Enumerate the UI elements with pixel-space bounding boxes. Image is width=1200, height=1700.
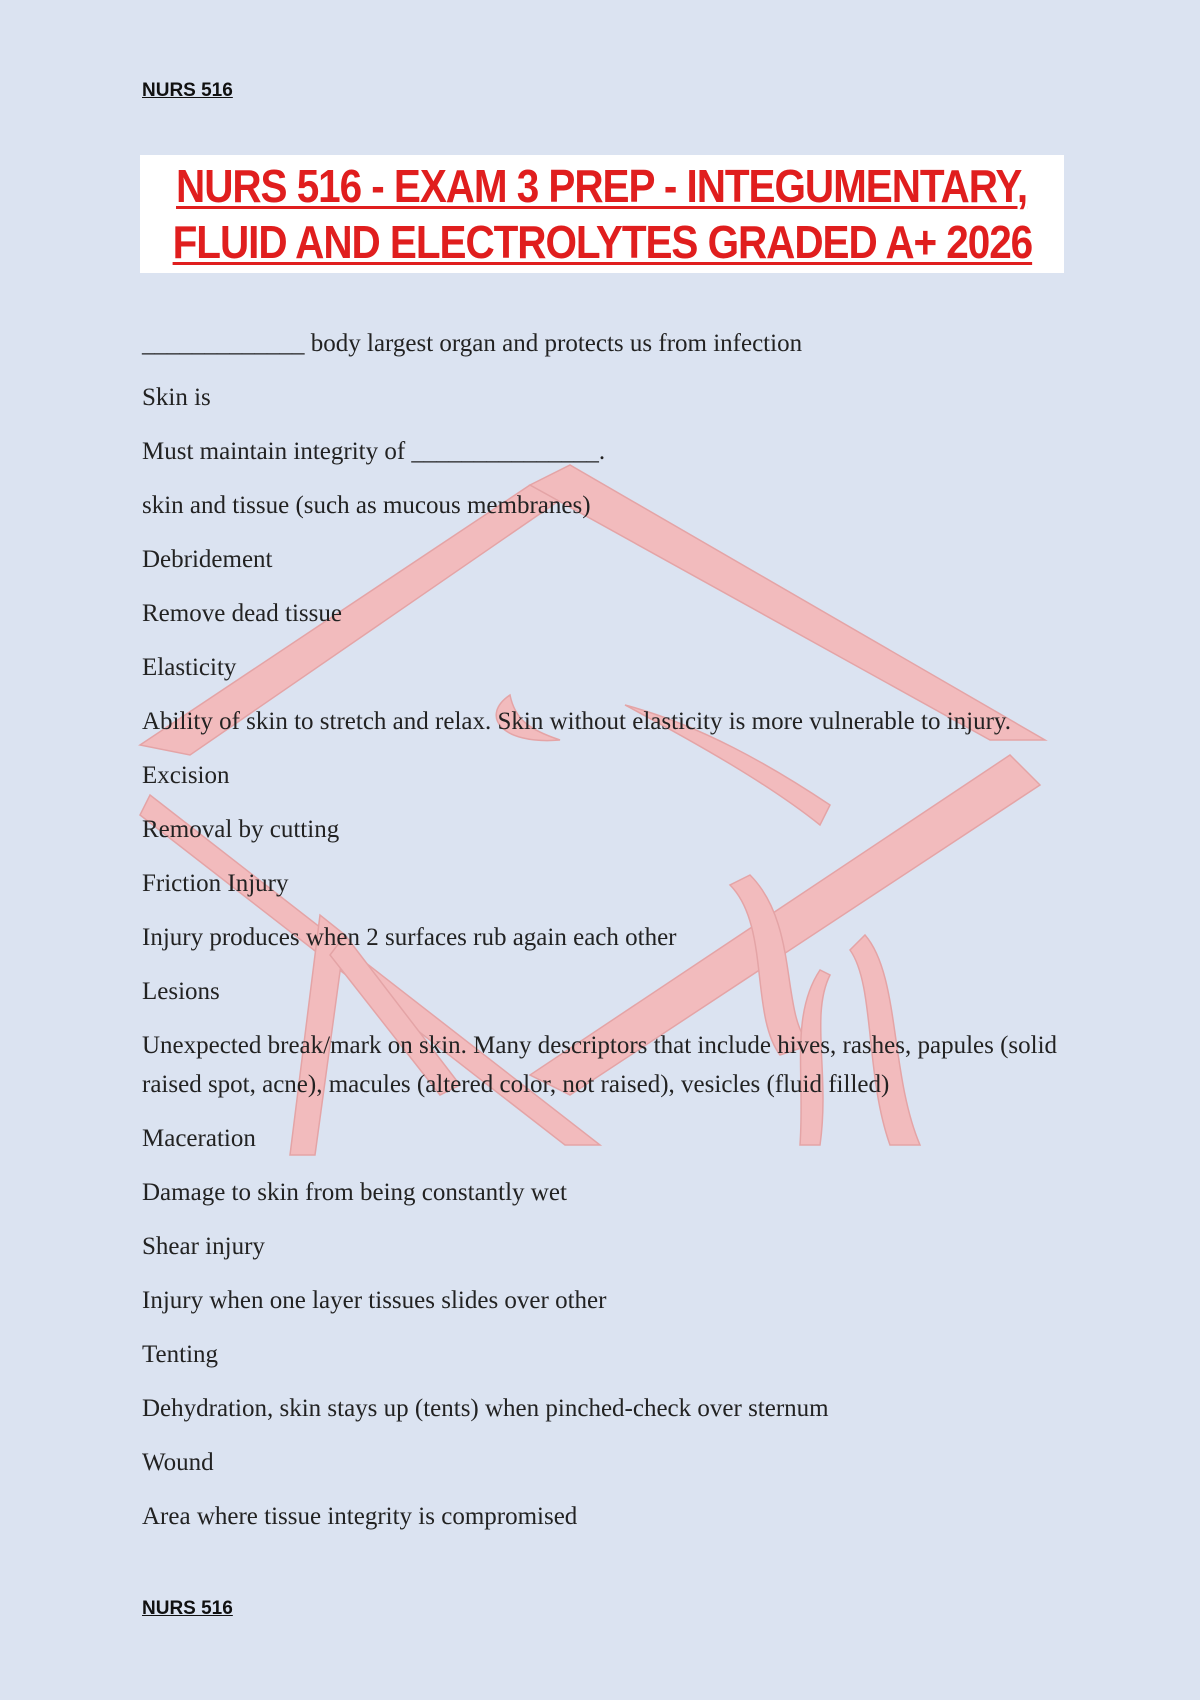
- note-line: Wound: [142, 1449, 214, 1476]
- note-line: Skin is: [142, 384, 211, 411]
- title-line-2: FLUID AND ELECTROLYTES GRADED A+ 2026: [172, 216, 1032, 268]
- note-line: Unexpected break/mark on skin. Many descriptors that include hives, rashes, papules (solid raised spot, acne), macules (altered color, not raised), vesicles (fluid filled): [142, 1032, 1058, 1098]
- note-line: Tenting: [142, 1341, 219, 1368]
- note-line: Injury when one layer tissues slides over other: [142, 1287, 607, 1314]
- note-line: Must maintain integrity of _______________.: [142, 438, 606, 465]
- note-line: Area where tissue integrity is compromised: [142, 1503, 578, 1530]
- study-notes: [142, 324, 1062, 1551]
- note-line: Shear injury: [142, 1233, 265, 1260]
- note-line: Remove dead tissue: [142, 600, 342, 627]
- note-line: Dehydration, skin stays up (tents) when pinched-check over sternum: [142, 1395, 829, 1422]
- note-line: Injury produces when 2 surfaces rub again each other: [142, 924, 677, 951]
- note-line: Maceration: [142, 1125, 256, 1152]
- note-line: Removal by cutting: [142, 816, 340, 843]
- title-line-1: NURS 516 - EXAM 3 PREP - INTEGUMENTARY,: [176, 160, 1028, 212]
- document-title: [140, 155, 1064, 273]
- note-line: Ability of skin to stretch and relax. Skin without elasticity is more vulnerable to injury.: [142, 708, 1012, 735]
- note-line: Lesions: [142, 978, 220, 1005]
- note-line: Excision: [142, 762, 230, 789]
- running-header: NURS 516: [142, 80, 233, 101]
- note-line: Friction Injury: [142, 870, 289, 897]
- note-line: skin and tissue (such as mucous membranes): [142, 492, 591, 519]
- note-line: Damage to skin from being constantly wet: [142, 1179, 567, 1206]
- running-footer: NURS 516: [142, 1598, 233, 1619]
- note-line: Elasticity: [142, 654, 237, 681]
- note-line: _____________ body largest organ and protects us from infection: [142, 330, 803, 357]
- note-line: Debridement: [142, 546, 273, 573]
